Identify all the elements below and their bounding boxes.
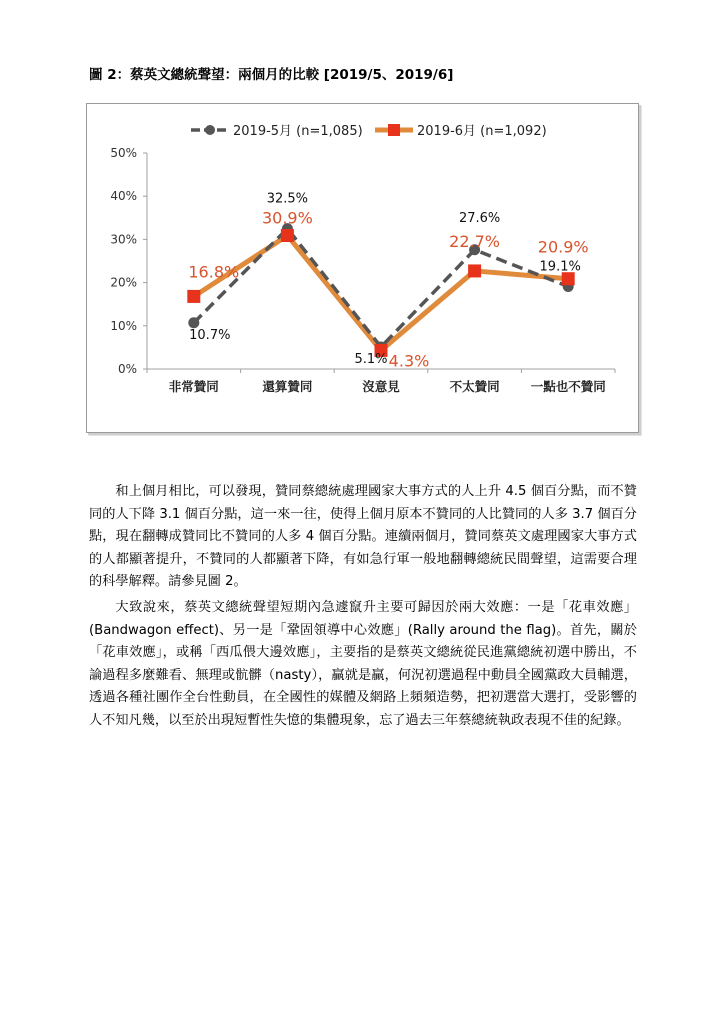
data-label-2019-06: 22.7% <box>449 231 501 251</box>
legend-label-2019-06: 2019-6月 (n=1,092) <box>417 124 547 139</box>
point-2019-06 <box>468 264 481 277</box>
data-label-2019-05: 5.1% <box>354 351 388 367</box>
data-label-2019-06: 16.8% <box>188 262 240 282</box>
point-2019-05 <box>188 317 199 328</box>
x-category-label: 不太贊同 <box>449 379 500 394</box>
x-category-label: 沒意見 <box>362 379 400 394</box>
data-label-2019-06: 20.9% <box>537 237 589 257</box>
data-label-2019-05: 19.1% <box>539 259 581 275</box>
y-tick-label: 40% <box>110 189 137 204</box>
x-category-label: 還算贊同 <box>262 379 313 394</box>
y-tick-label: 50% <box>110 146 137 160</box>
legend-marker-2019-06 <box>388 124 400 136</box>
data-label-2019-05: 32.5% <box>266 191 309 207</box>
line-chart-frame <box>86 103 639 433</box>
data-label-2019-05: 27.6% <box>458 210 501 226</box>
point-2019-06 <box>281 229 294 242</box>
y-tick-label: 20% <box>110 275 137 290</box>
series-line-2019-06 <box>194 236 568 351</box>
legend-label-2019-05: 2019-5月 (n=1,085) <box>233 124 363 139</box>
y-tick-label: 10% <box>110 318 137 333</box>
paragraph-1: 和上個月相比，可以發現，贊同蔡總統處理國家大事方式的人上升 4.5 個百分點，而不贊同的人下降 3.1 個百分點，這一來一往，使得上個月原本不贊同的人比贊同的人多 3.7 個百分點，現在翻轉成贊同比不贊同的人多 4 個百分點。連續兩個月，贊同蔡英文處理國家大事方式的人都顯著提升，不贊同的人都顯著下降，有如急行軍一般地翻轉總統民間聲望，這需要合理的科學解釋。請參見圖 2。 <box>89 484 637 590</box>
legend-marker-2019-05 <box>205 125 215 135</box>
data-label-2019-06: 30.9% <box>261 208 313 228</box>
data-label-2019-06: 4.3% <box>388 351 430 371</box>
y-tick-label: 0% <box>117 362 137 376</box>
y-tick-label: 30% <box>110 232 137 247</box>
data-label-2019-05: 10.7% <box>189 327 231 343</box>
line-chart <box>87 104 638 432</box>
x-category-label: 非常贊同 <box>168 379 219 394</box>
figure-caption: 圖 2：蔡英文總統聲望：兩個月的比較 [2019/5、2019/6] <box>89 67 454 83</box>
paragraph-2: 大致說來，蔡英文總統聲望短期內急遽竄升主要可歸因於兩大效應：一是「花車效應」(Bandwagon effect)、另一是「鞏固領導中心效應」(Rally around the flag)。首先，關於「花車效應」，或稱「西瓜偎大邊效應」，主要指的是蔡英文總統從民進黨總統初選中勝出，不論過程多麼難看、無理或骯髒（nasty），贏就是贏，何況初選過程中動員全國黨政大員輔選，透過各種社團作全台性動員，在全國性的媒體及網路上頻頻造勢，把初選當大選打，受影響的人不知凡幾，以至於出現短暫性失憶的集體現象，忘了過去三年蔡總統執政表現不佳的紀錄。 <box>89 600 637 728</box>
point-2019-06 <box>187 290 200 303</box>
series-line-2019-05 <box>194 229 568 347</box>
x-category-label: 一點也不贊同 <box>530 379 606 394</box>
